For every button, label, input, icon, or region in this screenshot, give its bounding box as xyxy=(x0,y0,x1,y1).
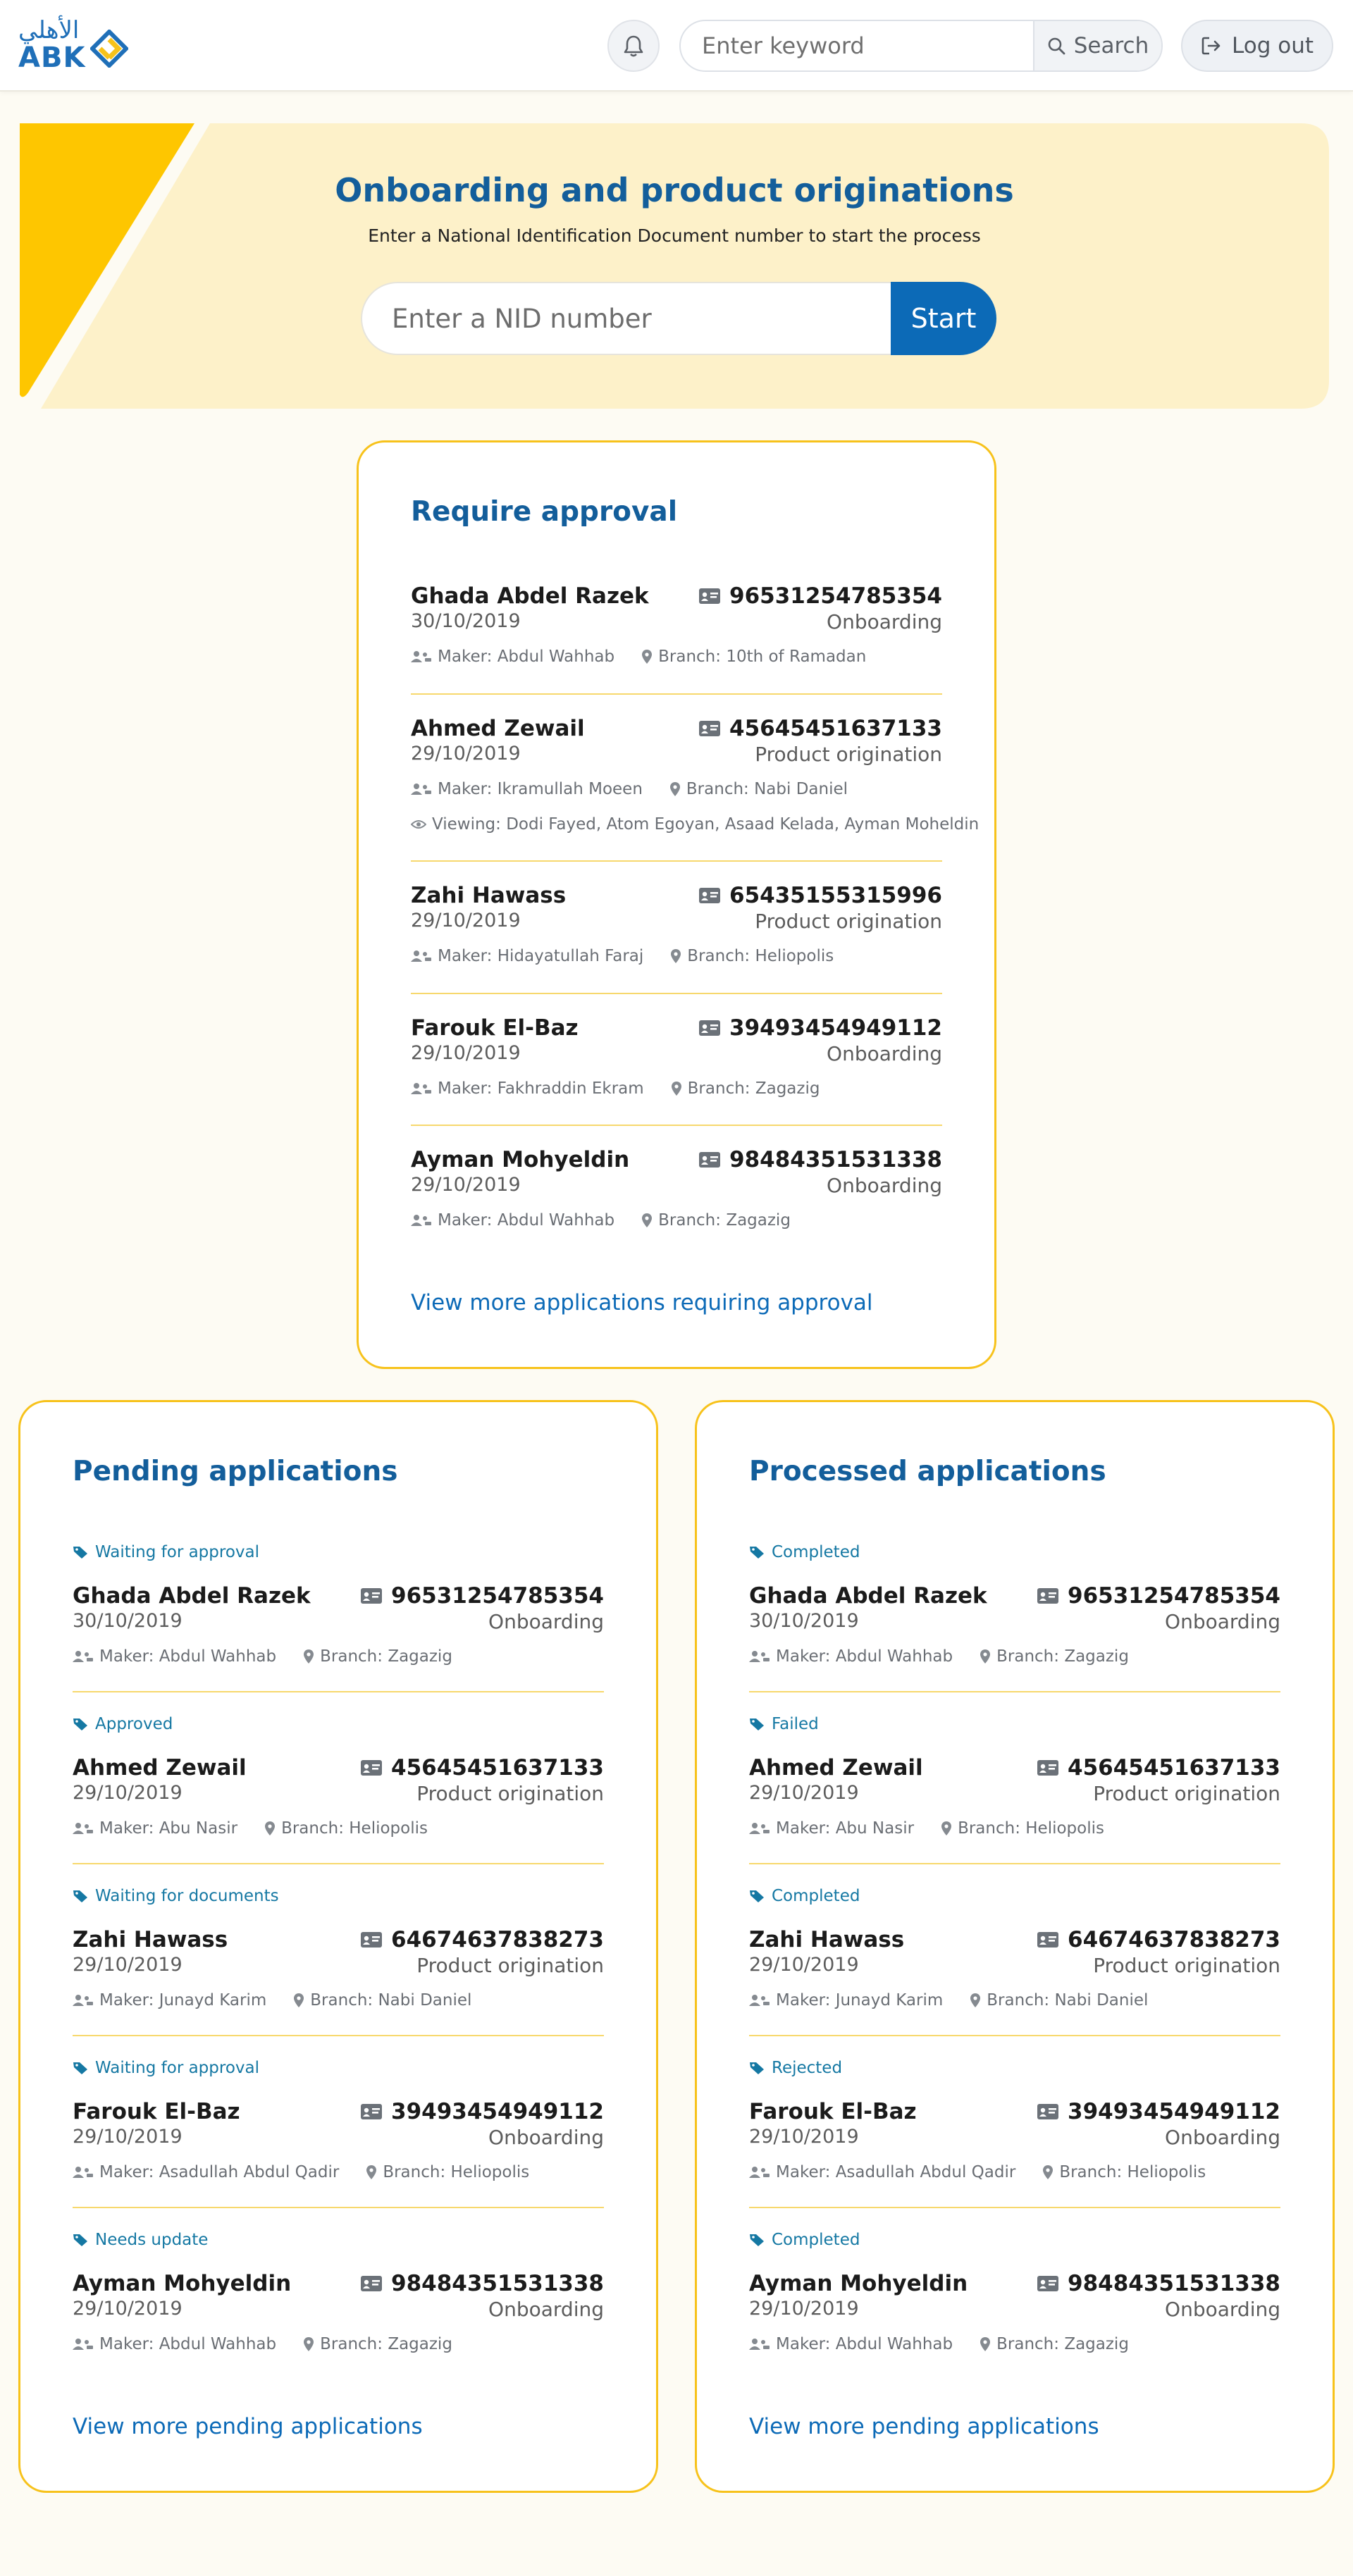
id-card-icon xyxy=(360,2103,383,2120)
applicant-name: Ayman Mohyeldin xyxy=(749,2271,968,2296)
national-id: 98484351531338 xyxy=(1037,2271,1280,2296)
tag-icon xyxy=(73,2061,88,2075)
id-card-icon xyxy=(360,2275,383,2292)
maker-icon xyxy=(73,1650,94,1663)
logo-mark-icon xyxy=(90,30,128,68)
maker-branch-info: Maker: Abdul Wahhab Branch: Zagazig xyxy=(411,1211,791,1230)
pending-item[interactable] xyxy=(73,2099,604,2198)
status-badge: Waiting for approval xyxy=(73,1543,259,1561)
application-type: Onboarding xyxy=(1165,2298,1280,2321)
application-date: 30/10/2019 xyxy=(411,610,521,632)
application-type: Product origination xyxy=(416,1782,604,1805)
application-date: 29/10/2019 xyxy=(73,2126,183,2148)
top-header xyxy=(0,0,1353,92)
nid-input[interactable] xyxy=(361,282,905,355)
applicant-name: Ayman Mohyeldin xyxy=(411,1147,630,1172)
id-card-icon xyxy=(698,887,721,904)
search-button[interactable] xyxy=(1033,21,1161,70)
application-date: 29/10/2019 xyxy=(73,1954,183,1976)
location-pin-icon xyxy=(641,649,653,664)
tag-icon xyxy=(73,1717,88,1731)
maker-branch-info: Maker: Abdul Wahhab Branch: Zagazig xyxy=(73,2335,452,2353)
maker-icon xyxy=(749,2338,770,2351)
keyword-search xyxy=(679,20,1163,72)
require-approval-card xyxy=(357,440,996,1369)
id-card-icon xyxy=(698,1151,721,1168)
processed-item[interactable] xyxy=(749,2099,1280,2198)
maker-branch-info: Maker: Abu Nasir Branch: Heliopolis xyxy=(73,1819,428,1838)
location-pin-icon xyxy=(264,1821,276,1836)
status-badge: Waiting for documents xyxy=(73,1887,279,1905)
approval-item[interactable] xyxy=(411,1147,942,1246)
application-type: Onboarding xyxy=(827,610,942,633)
maker-icon xyxy=(411,650,432,663)
application-date: 29/10/2019 xyxy=(411,1042,521,1064)
application-type: Onboarding xyxy=(827,1042,942,1065)
pending-item[interactable] xyxy=(73,2271,604,2370)
search-icon xyxy=(1047,37,1065,55)
approval-item[interactable] xyxy=(411,583,942,682)
location-pin-icon xyxy=(669,781,681,797)
logo-arabic-text: الأهلي xyxy=(18,16,80,44)
applicant-name: Farouk El-Baz xyxy=(411,1015,579,1041)
applicant-name: Ayman Mohyeldin xyxy=(73,2271,292,2296)
processed-item[interactable] xyxy=(749,1583,1280,1682)
tag-icon xyxy=(749,1889,765,1903)
id-card-icon xyxy=(360,1587,383,1604)
item-divider xyxy=(411,1125,942,1126)
nid-form xyxy=(361,282,996,355)
location-pin-icon xyxy=(970,1993,981,2008)
maker-icon xyxy=(749,1994,770,2007)
national-id: 96531254785354 xyxy=(360,1583,604,1609)
id-card-icon xyxy=(1037,1931,1059,1948)
applicant-name: Ghada Abdel Razek xyxy=(411,583,649,609)
application-type: Onboarding xyxy=(488,2126,604,2149)
application-date: 29/10/2019 xyxy=(73,1782,183,1804)
application-type: Product origination xyxy=(1093,1954,1280,1977)
national-id: 39493454949112 xyxy=(360,2099,604,2124)
location-pin-icon xyxy=(303,2336,314,2352)
application-type: Onboarding xyxy=(1165,2126,1280,2149)
application-date: 30/10/2019 xyxy=(749,1610,859,1632)
maker-branch-info: Maker: Abu Nasir Branch: Heliopolis xyxy=(749,1819,1104,1838)
application-date: 29/10/2019 xyxy=(73,2298,183,2320)
application-type: Onboarding xyxy=(827,1174,942,1197)
national-id: 98484351531338 xyxy=(698,1147,942,1172)
tag-icon xyxy=(73,2233,88,2247)
maker-icon xyxy=(73,1822,94,1835)
maker-branch-info: Maker: Abdul Wahhab Branch: Zagazig xyxy=(749,2335,1129,2353)
id-card-icon xyxy=(1037,1759,1059,1776)
national-id: 96531254785354 xyxy=(698,583,942,609)
location-pin-icon xyxy=(670,948,681,964)
location-pin-icon xyxy=(303,1649,314,1664)
item-divider xyxy=(749,2035,1280,2036)
hero-title: Onboarding and product originations xyxy=(335,171,1014,209)
location-pin-icon xyxy=(941,1821,952,1836)
logout-icon xyxy=(1201,35,1222,56)
application-type: Product origination xyxy=(416,1954,604,1977)
national-id: 39493454949112 xyxy=(698,1015,942,1041)
national-id: 98484351531338 xyxy=(360,2271,604,2296)
location-pin-icon xyxy=(641,1213,653,1228)
onboarding-hero xyxy=(20,123,1329,409)
pending-item[interactable] xyxy=(73,1755,604,1854)
bell-icon xyxy=(623,35,644,57)
item-divider xyxy=(411,993,942,994)
application-type: Onboarding xyxy=(488,1610,604,1633)
application-type: Product origination xyxy=(755,743,942,766)
applicant-name: Zahi Hawass xyxy=(73,1927,228,1952)
processed-item[interactable] xyxy=(749,2271,1280,2370)
application-type: Product origination xyxy=(1093,1782,1280,1805)
item-divider xyxy=(411,860,942,862)
id-card-icon xyxy=(698,1020,721,1036)
item-divider xyxy=(73,2207,604,2208)
status-badge: Completed xyxy=(749,2231,860,2249)
tag-icon xyxy=(73,1889,88,1903)
logout-label: Log out xyxy=(1232,33,1314,58)
view-more-processed-link[interactable]: View more pending applications xyxy=(749,2414,1099,2439)
processed-applications-title: Processed applications xyxy=(749,1456,1106,1487)
notifications-button[interactable] xyxy=(607,20,660,72)
eye-icon xyxy=(411,819,426,830)
status-badge: Rejected xyxy=(749,2059,842,2077)
logo-english-text: ABK xyxy=(18,42,86,74)
maker-icon xyxy=(749,1650,770,1663)
maker-branch-info: Maker: Abdul Wahhab Branch: Zagazig xyxy=(749,1647,1129,1666)
status-badge: Completed xyxy=(749,1887,860,1905)
applicant-name: Ghada Abdel Razek xyxy=(749,1583,987,1609)
pending-item[interactable] xyxy=(73,1927,604,2026)
id-card-icon xyxy=(360,1931,383,1948)
id-card-icon xyxy=(360,1759,383,1776)
applicant-name: Ahmed Zewail xyxy=(73,1755,247,1781)
status-badge: Approved xyxy=(73,1715,173,1733)
approval-item[interactable] xyxy=(411,883,942,982)
national-id: 96531254785354 xyxy=(1037,1583,1280,1609)
processed-item[interactable] xyxy=(749,1755,1280,1854)
application-type: Onboarding xyxy=(488,2298,604,2321)
location-pin-icon xyxy=(980,2336,991,2352)
id-card-icon xyxy=(1037,1587,1059,1604)
logout-button[interactable] xyxy=(1181,20,1333,72)
keyword-search-input[interactable] xyxy=(681,21,1033,70)
abk-logo[interactable] xyxy=(18,18,132,73)
location-pin-icon xyxy=(1042,2165,1054,2180)
applicant-name: Zahi Hawass xyxy=(411,883,567,908)
item-divider xyxy=(411,693,942,695)
require-approval-title: Require approval xyxy=(411,496,678,528)
processed-applications-card xyxy=(695,1400,1335,2493)
view-more-approval-link[interactable]: View more applications requiring approval xyxy=(411,1290,873,1315)
maker-branch-info: Maker: Abdul Wahhab Branch: Zagazig xyxy=(73,1647,452,1666)
maker-branch-info: Maker: Junayd Karim Branch: Nabi Daniel xyxy=(73,1991,471,2010)
location-pin-icon xyxy=(980,1649,991,1664)
pending-item[interactable] xyxy=(73,1583,604,1682)
location-pin-icon xyxy=(671,1081,682,1096)
status-badge: Failed xyxy=(749,1715,819,1733)
status-badge: Completed xyxy=(749,1543,860,1561)
tag-icon xyxy=(749,1545,765,1559)
pending-applications-title: Pending applications xyxy=(73,1456,398,1487)
application-date: 29/10/2019 xyxy=(411,910,521,931)
start-button[interactable]: Start xyxy=(891,282,996,355)
maker-icon xyxy=(73,2338,94,2351)
id-card-icon xyxy=(698,720,721,737)
item-divider xyxy=(73,1863,604,1864)
location-pin-icon xyxy=(366,2165,377,2180)
item-divider xyxy=(749,2207,1280,2208)
status-badge: Waiting for approval xyxy=(73,2059,259,2077)
maker-branch-info: Maker: Asadullah Abdul Qadir Branch: Heliopolis xyxy=(73,2163,529,2181)
viewing-info: Viewing: Dodi Fayed, Atom Egoyan, Asaad Kelada, Ayman Moheldin xyxy=(411,815,979,834)
applicant-name: Zahi Hawass xyxy=(749,1927,905,1952)
pending-applications-card xyxy=(18,1400,658,2493)
location-pin-icon xyxy=(293,1993,304,2008)
tag-icon xyxy=(749,2233,765,2247)
view-more-pending-link[interactable]: View more pending applications xyxy=(73,2414,423,2439)
application-date: 30/10/2019 xyxy=(73,1610,183,1632)
applicant-name: Farouk El-Baz xyxy=(749,2099,917,2124)
maker-icon xyxy=(411,1214,432,1227)
national-id: 64674637838273 xyxy=(360,1927,604,1952)
application-date: 29/10/2019 xyxy=(411,1174,521,1196)
maker-icon xyxy=(749,1822,770,1835)
application-date: 29/10/2019 xyxy=(749,1954,859,1976)
maker-branch-info: Maker: Abdul Wahhab Branch: 10th of Ramadan xyxy=(411,648,866,666)
applicant-name: Ahmed Zewail xyxy=(749,1755,923,1781)
maker-icon xyxy=(73,1994,94,2007)
maker-branch-info: Maker: Fakhraddin Ekram Branch: Zagazig xyxy=(411,1079,820,1098)
search-button-label: Search xyxy=(1073,33,1149,58)
national-id: 45645451637133 xyxy=(1037,1755,1280,1781)
application-type: Onboarding xyxy=(1165,1610,1280,1633)
national-id: 64674637838273 xyxy=(1037,1927,1280,1952)
national-id: 45645451637133 xyxy=(698,716,942,741)
maker-branch-info: Maker: Ikramullah Moeen Branch: Nabi Daniel xyxy=(411,780,848,798)
national-id: 39493454949112 xyxy=(1037,2099,1280,2124)
approval-item[interactable] xyxy=(411,1015,942,1114)
hero-background xyxy=(20,123,1329,409)
applicant-name: Farouk El-Baz xyxy=(73,2099,240,2124)
hero-subtitle: Enter a National Identification Document number to start the process xyxy=(368,225,981,246)
item-divider xyxy=(749,1691,1280,1692)
item-divider xyxy=(749,1863,1280,1864)
application-date: 29/10/2019 xyxy=(749,1782,859,1804)
maker-branch-info: Maker: Asadullah Abdul Qadir Branch: Heliopolis xyxy=(749,2163,1206,2181)
maker-icon xyxy=(411,950,432,962)
maker-branch-info: Maker: Hidayatullah Faraj Branch: Heliopolis xyxy=(411,947,834,965)
maker-branch-info: Maker: Junayd Karim Branch: Nabi Daniel xyxy=(749,1991,1148,2010)
status-badge: Needs update xyxy=(73,2231,208,2249)
approval-item[interactable] xyxy=(411,716,980,850)
application-type: Product origination xyxy=(755,910,942,933)
maker-icon xyxy=(411,1082,432,1095)
applicant-name: Ahmed Zewail xyxy=(411,716,585,741)
maker-icon xyxy=(749,2166,770,2179)
item-divider xyxy=(73,2035,604,2036)
national-id: 65435155315996 xyxy=(698,883,942,908)
maker-icon xyxy=(73,2166,94,2179)
application-date: 29/10/2019 xyxy=(411,743,521,764)
application-date: 29/10/2019 xyxy=(749,2298,859,2320)
item-divider xyxy=(73,1691,604,1692)
tag-icon xyxy=(73,1545,88,1559)
tag-icon xyxy=(749,1717,765,1731)
id-card-icon xyxy=(698,588,721,605)
application-date: 29/10/2019 xyxy=(749,2126,859,2148)
processed-item[interactable] xyxy=(749,1927,1280,2026)
id-card-icon xyxy=(1037,2103,1059,2120)
national-id: 45645451637133 xyxy=(360,1755,604,1781)
tag-icon xyxy=(749,2061,765,2075)
id-card-icon xyxy=(1037,2275,1059,2292)
applicant-name: Ghada Abdel Razek xyxy=(73,1583,311,1609)
maker-icon xyxy=(411,783,432,795)
